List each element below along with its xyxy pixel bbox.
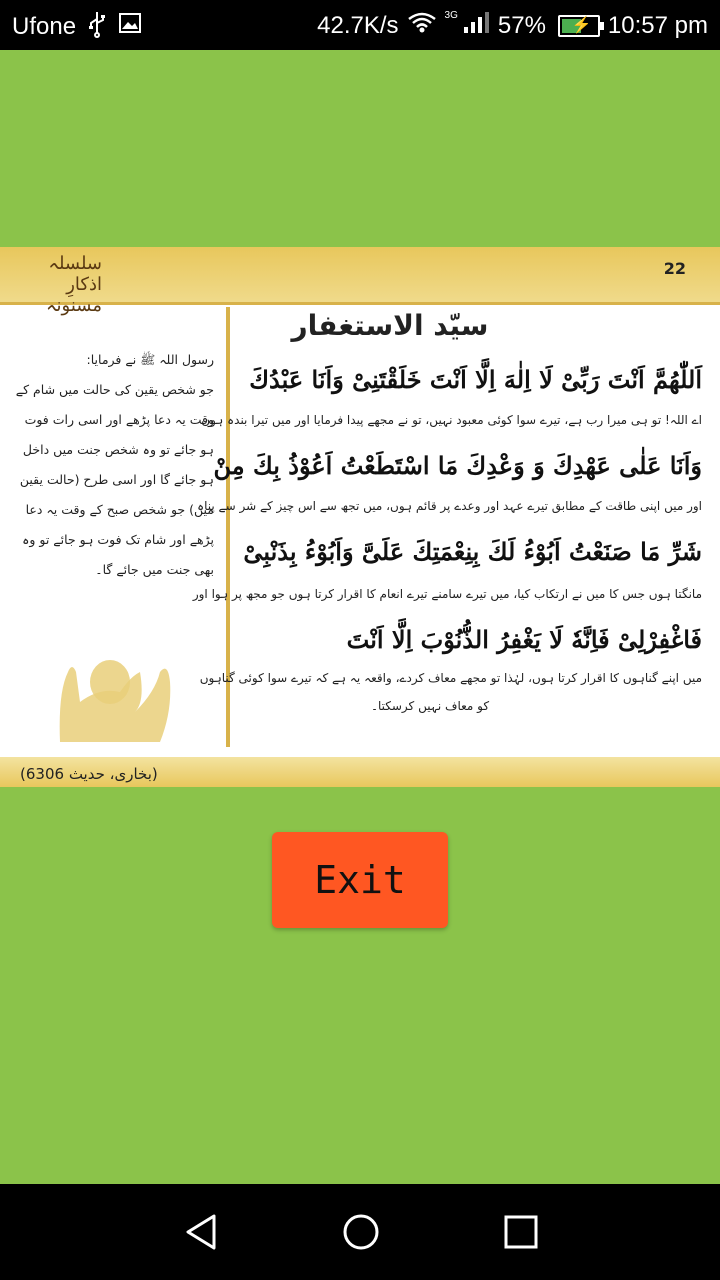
clock: 10:57 pm bbox=[607, 11, 708, 39]
carrier-name: Ufone bbox=[12, 12, 77, 40]
arabic-line: فَاغْفِرْلِیْ فَاِنَّهٗ لَا یَغْفِرُ الذُّنُوْبَ اِلَّا اَنْتَ bbox=[346, 625, 702, 654]
urdu-translation-line: اے اللہ! تو ہی میرا رب ہے، تیرے سوا کوئی معبود نہیں، تو نے مجھے پیدا فرمایا اور میں تیرا بندہ ہوں bbox=[201, 413, 702, 427]
arabic-line: وَاَنَا عَلٰی عَهْدِكَ وَ وَعْدِكَ مَا اسْتَطَعْتُ اَعُوْذُ بِكَ مِنْ bbox=[213, 451, 702, 480]
arabic-line: اَللّٰهُمَّ اَنْتَ رَبِّیْ لَا اِلٰهَ اِلَّا اَنْتَ خَلَقْتَنِیْ وَاَنَا عَبْدُكَ bbox=[249, 365, 702, 394]
home-icon[interactable] bbox=[341, 1212, 381, 1252]
status-left bbox=[12, 11, 142, 42]
network-type: 3G bbox=[444, 10, 458, 21]
battery-percent: 57% bbox=[497, 11, 546, 39]
hadith-line: پڑھے اور شام تک فوت ہو جائے تو وہ bbox=[22, 532, 214, 547]
usb-icon bbox=[88, 11, 106, 42]
status-right bbox=[317, 11, 708, 40]
urdu-translation-tail: کو معاف نہیں کرسکتا۔ bbox=[370, 699, 490, 713]
exit-button[interactable]: Exit bbox=[272, 832, 448, 928]
urdu-translation-line: مانگتا ہوں جس کا میں نے ارتکاب کیا، میں تیرے سامنے تیرے انعام کا اقرار کرتا ہوں جو مجھ پر ہوا اور bbox=[192, 587, 702, 601]
dua-card-image bbox=[0, 247, 720, 787]
dua-heading: سیّد الاستغفار bbox=[291, 309, 489, 342]
signal-icon bbox=[462, 11, 490, 40]
hadith-line: رسول اللہ ﷺ نے فرمایا: bbox=[86, 352, 214, 367]
hadith-line: وقت یہ دعا پڑھے اور اسی رات فوت bbox=[24, 412, 214, 427]
hadith-line: جو شخص یقین کی حالت میں شام کے bbox=[15, 382, 214, 397]
hadith-line: بھی جنت میں جائے گا۔ bbox=[95, 562, 214, 577]
status-bar bbox=[0, 0, 720, 50]
series-title: سلسلہ اذکارِ مسنونہ bbox=[46, 253, 102, 316]
praying-hands-illustration bbox=[40, 632, 190, 752]
arabic-line: شَرِّ مَا صَنَعْتُ اَبُوْءُ لَكَ بِنِعْمَتِكَ عَلَیَّ وَاَبُوْءُ بِذَنْبِیْ bbox=[243, 537, 702, 566]
navigation-bar bbox=[0, 1184, 720, 1280]
recents-icon[interactable] bbox=[501, 1212, 541, 1252]
hadith-text bbox=[14, 345, 214, 585]
back-icon[interactable] bbox=[182, 1212, 222, 1252]
battery-charging-icon: ⚡ bbox=[558, 15, 600, 37]
urdu-translation-line: میں اپنے گناہوں کا اقرار کرتا ہوں، لہٰذا تو مجھے معاف کردے، واقعہ یہ ہے کہ تیرے سوا کوئی گناہوں bbox=[199, 671, 702, 685]
hadith-line: ہو جائے تو وہ شخص جنت میں داخل bbox=[22, 442, 214, 457]
hadith-reference: (بخاری، حدیث 6306) bbox=[20, 765, 158, 783]
net-speed: 42.7K/s bbox=[317, 11, 399, 39]
page-number: 22 bbox=[663, 259, 686, 278]
hadith-line: ہو جائے گا اور اسی طرح (حالت یقین bbox=[19, 472, 214, 487]
hadith-line: میں) جو شخص صبح کے وقت یہ دعا bbox=[25, 502, 214, 517]
image-icon bbox=[118, 12, 142, 41]
wifi-icon bbox=[407, 11, 437, 40]
urdu-translation-line: اور میں اپنی طاقت کے مطابق تیرے عہد اور وعدے پر قائم ہوں، میں تجھ سے اس چیز کے شر سے پناہ bbox=[197, 499, 702, 513]
